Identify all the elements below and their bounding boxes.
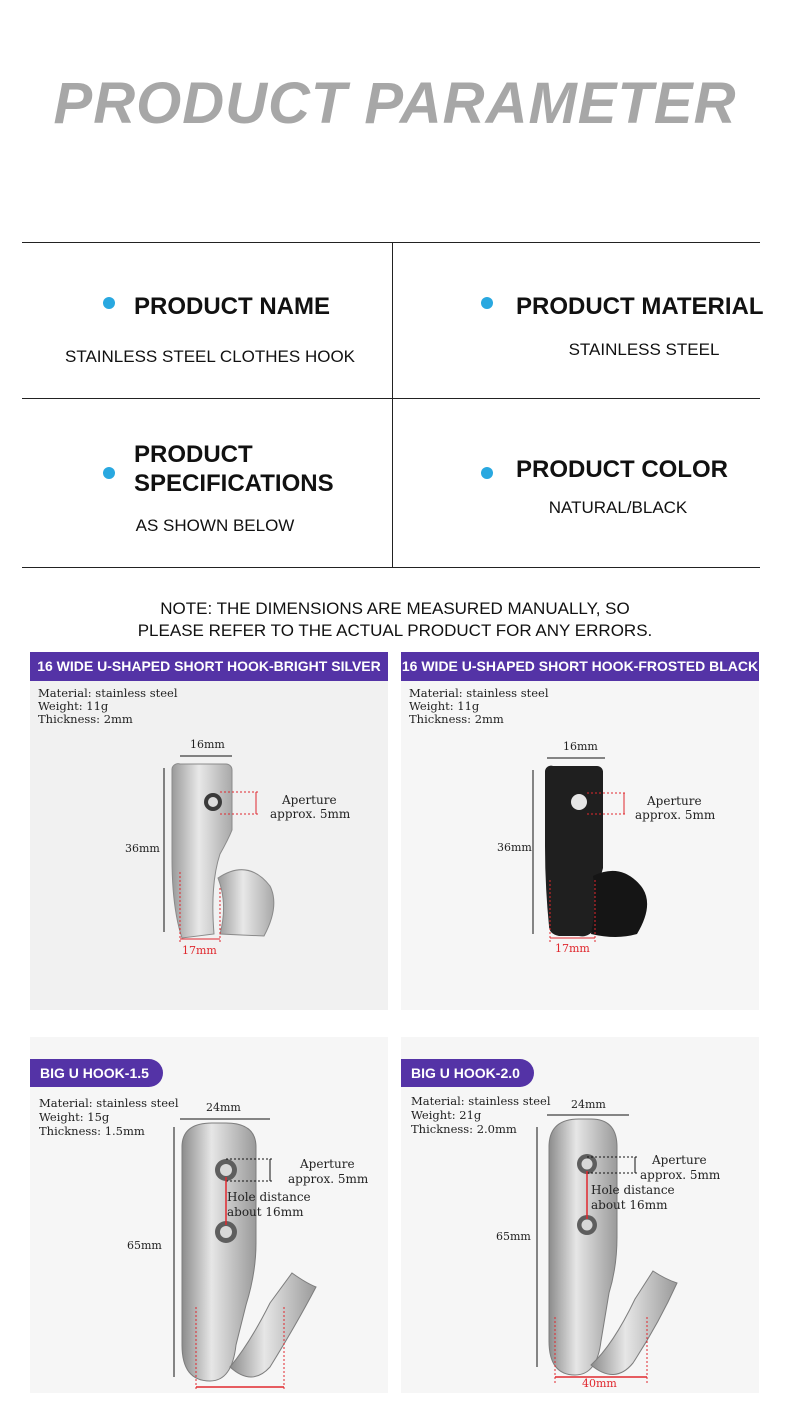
height-dimension: 65mm [127,1239,162,1252]
aperture-size: approx. 5mm [640,1168,721,1182]
bottom-dimension: 17mm [182,944,217,957]
product-specs-value: AS SHOWN BELOW [135,516,295,535]
bullet-dot [103,467,115,479]
aperture-size: approx. 5mm [270,807,351,821]
width-dimension: 24mm [206,1101,241,1114]
aperture-label: Aperture [652,1153,707,1167]
panel-banner: 16 WIDE U-SHAPED SHORT HOOK-BRIGHT SILVER [30,652,388,681]
hole-distance-value: about 16mm [227,1205,304,1219]
spec-thickness: Thickness: 2.0mm [411,1122,517,1136]
width-dimension: 24mm [571,1098,606,1111]
product-color-label: PRODUCT COLOR [516,456,728,483]
product-name-label: PRODUCT NAME [134,293,330,320]
product-panel-silver-short-hook [30,652,388,1010]
note-line-2: PLEASE REFER TO THE ACTUAL PRODUCT FOR ANY ERRORS. [137,621,653,640]
product-material-value: STAINLESS STEEL [568,340,720,359]
spec-material: Material: stainless steel [38,686,178,700]
product-material-label: PRODUCT MATERIAL [516,293,764,320]
table-mid-border [22,398,760,399]
product-specs-label-line2: SPECIFICATIONS [134,470,334,497]
aperture-size: approx. 5mm [635,808,716,822]
spec-material: Material: stainless steel [409,686,549,700]
bottom-dimension: 17mm [555,942,590,955]
product-color-value: NATURAL/BLACK [548,498,688,517]
black-short-hook-dimensions [401,652,759,1010]
spec-weight: Weight: 21g [411,1108,482,1122]
table-divider [392,242,393,568]
table-top-border [22,242,760,243]
width-dimension: 16mm [563,740,598,753]
spec-material: Material: stainless steel [411,1094,551,1108]
big-u-hook-1-5-dimensions [30,1037,388,1393]
product-panel-big-u-hook-2-0 [401,1037,759,1393]
product-specs-label-line1: PRODUCT [134,441,253,468]
bullet-dot [103,297,115,309]
aperture-label: Aperture [282,793,337,807]
hole-distance-label: Hole distance [591,1183,675,1197]
bottom-dimension: 40mm [582,1377,617,1390]
height-dimension: 36mm [125,842,160,855]
aperture-label: Aperture [647,794,702,808]
aperture-size: approx. 5mm [288,1172,369,1186]
spec-weight: Weight: 15g [39,1110,110,1124]
table-bottom-border [22,567,760,568]
aperture-label: Aperture [300,1157,355,1171]
product-panel-big-u-hook-1-5 [30,1037,388,1393]
hole-distance-value: about 16mm [591,1198,668,1212]
height-dimension: 36mm [497,841,532,854]
page-title: PRODUCT PARAMETER [53,71,737,136]
product-name-value: STAINLESS STEEL CLOTHES HOOK [64,347,356,366]
panel-banner: BIG U HOOK-2.0 [401,1059,534,1087]
bullet-dot [481,467,493,479]
spec-thickness: Thickness: 2mm [38,712,133,726]
product-panel-black-short-hook [401,652,759,1010]
spec-thickness: Thickness: 2mm [409,712,504,726]
bullet-dot [481,297,493,309]
hole-distance-label: Hole distance [227,1190,311,1204]
spec-weight: Weight: 11g [409,699,480,713]
big-u-hook-2-0-dimensions [401,1037,759,1393]
height-dimension: 65mm [496,1230,531,1243]
note-line-1: NOTE: THE DIMENSIONS ARE MEASURED MANUALLY, SO [160,599,630,618]
width-dimension: 16mm [190,738,225,751]
panel-banner: BIG U HOOK-1.5 [30,1059,163,1087]
spec-thickness: Thickness: 1.5mm [39,1124,145,1138]
spec-material: Material: stainless steel [39,1096,179,1110]
spec-weight: Weight: 11g [38,699,109,713]
panel-banner: 16 WIDE U-SHAPED SHORT HOOK-FROSTED BLACK [401,652,759,681]
